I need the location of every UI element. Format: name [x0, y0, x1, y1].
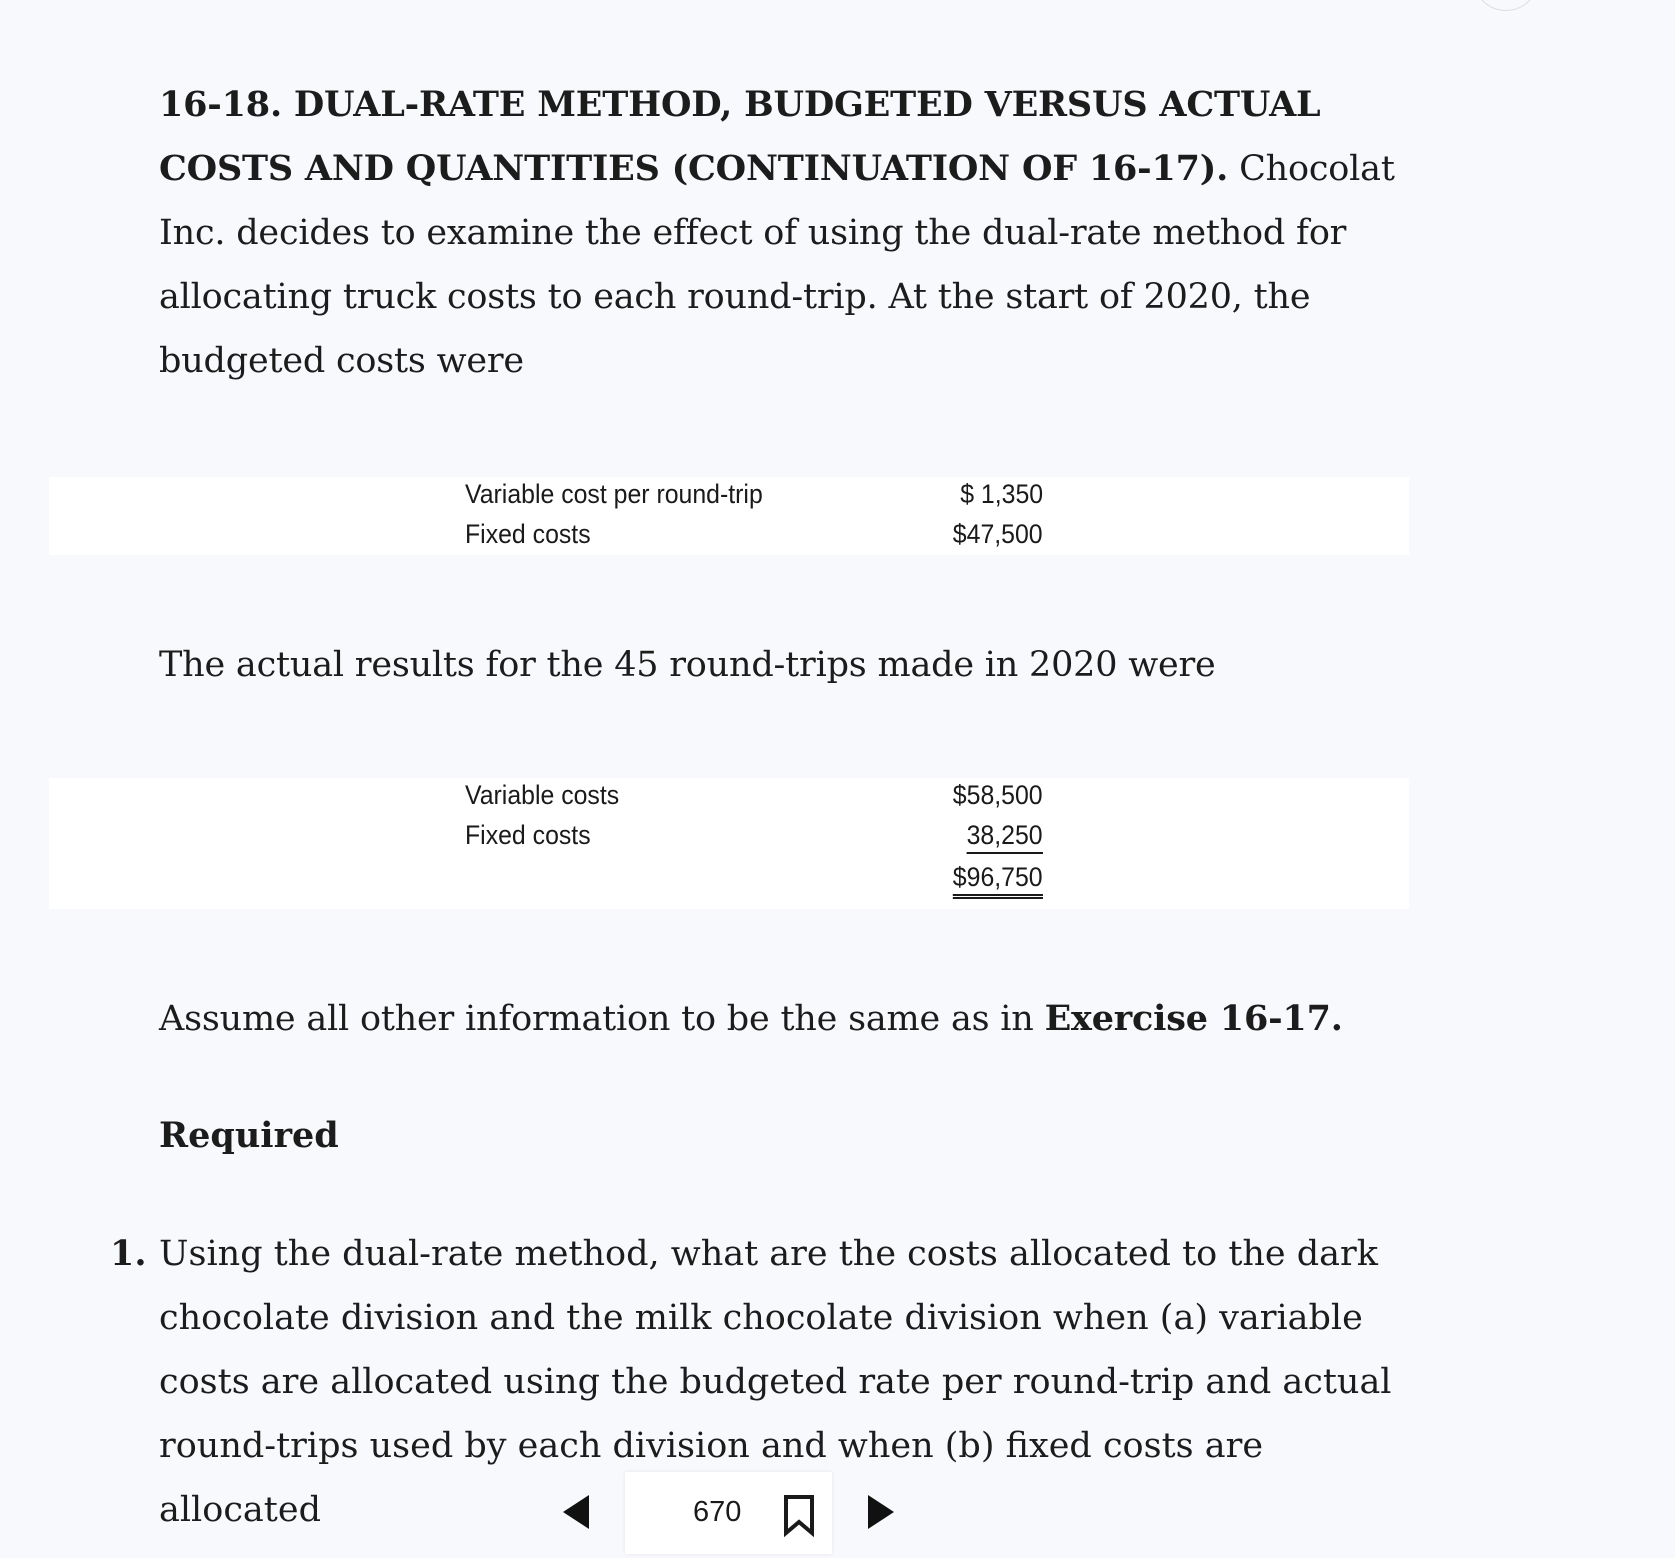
required-heading: Required	[159, 1115, 339, 1156]
page-navigation	[0, 1468, 1675, 1558]
budgeted-costs-table	[49, 477, 1409, 555]
actual-results-intro: The actual results for the 45 round-trips made in 2020 were	[159, 645, 1216, 685]
requirement-text: Using the dual-rate method, what are the costs allocated to the dark chocolate division and the milk chocolate division when (a) variable costs are allocated using the budgeted rate per round-trip and actual round-trips used by each division and when (b) fixed costs are allocated	[159, 1234, 1392, 1530]
row-label: Fixed costs	[465, 820, 591, 850]
row-amount: 38,250	[967, 820, 1043, 854]
assumption-prefix: Assume all other information to be the same as in	[159, 999, 1034, 1039]
requirement-number: 1.	[110, 1233, 147, 1274]
row-label: Variable cost per round-trip	[465, 479, 763, 509]
row-label: Variable costs	[465, 780, 620, 810]
menu-button[interactable]	[1473, 0, 1539, 11]
page-number: 670	[693, 1496, 742, 1528]
row-amount: $47,500	[953, 519, 1043, 549]
exercise-reference: Exercise 16-17.	[1044, 998, 1343, 1039]
table-row	[49, 519, 1409, 559]
table-row	[49, 780, 1409, 820]
bookmark-icon[interactable]	[783, 1494, 815, 1536]
actual-costs-table	[49, 778, 1409, 909]
table-row	[49, 479, 1409, 519]
left-triangle-icon[interactable]	[563, 1495, 589, 1529]
problem-heading: 16-18. DUAL-RATE METHOD, BUDGETED VERSUS ACTUAL COSTS AND QUANTITIES (CONTINUATION OF 16-17).	[159, 84, 1321, 189]
right-triangle-icon[interactable]	[868, 1495, 894, 1529]
page-indicator	[625, 1472, 832, 1554]
table-row	[49, 820, 1409, 860]
row-amount: $ 1,350	[960, 479, 1043, 509]
row-amount: $58,500	[953, 780, 1043, 810]
row-label: Fixed costs	[465, 519, 591, 549]
assumption-text	[159, 987, 1399, 1051]
total-row	[49, 862, 1409, 902]
total-amount: $96,750	[953, 862, 1043, 899]
problem-intro-text: Chocolat Inc. decides to examine the effect of using the dual-rate method for allocating truck costs to each round-trip. At the start of 2020, the budgeted costs were	[159, 149, 1395, 381]
problem-intro	[159, 73, 1399, 393]
